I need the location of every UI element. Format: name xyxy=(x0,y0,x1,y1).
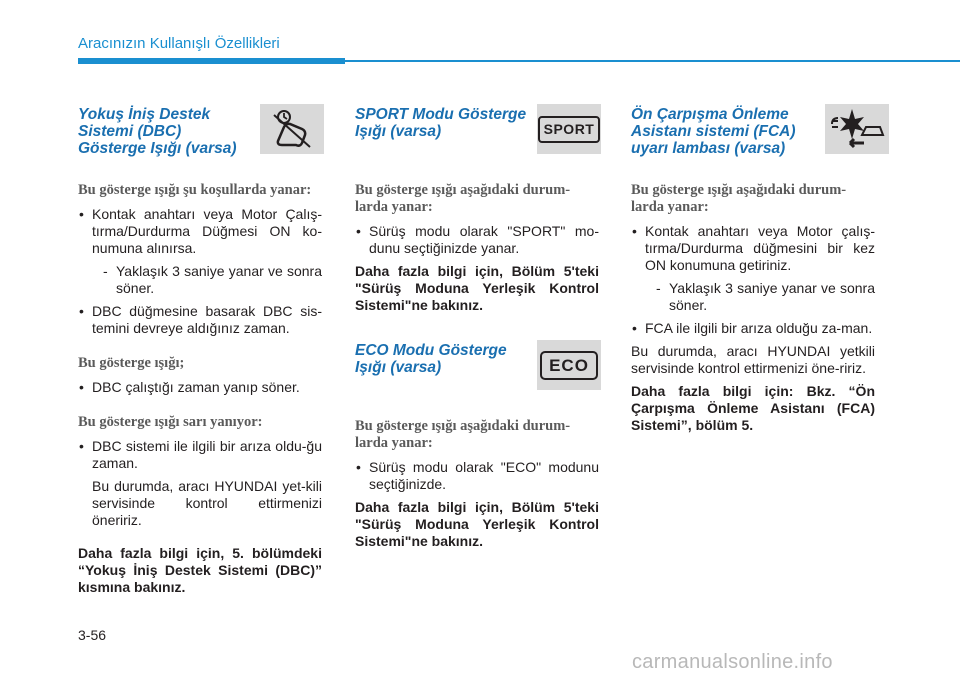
fca-title-line-2: Asistanı sistemi (FCA) xyxy=(631,123,796,140)
sport-icon-label: SPORT xyxy=(538,116,601,143)
header-rule-thick xyxy=(78,58,345,64)
watermark: carmanualsonline.info xyxy=(632,651,833,673)
dbc-subheading-3: Bu gösterge ışığı sarı yanıyor: xyxy=(78,414,263,430)
eco-section-header xyxy=(355,342,599,394)
sport-subheading: Bu gösterge ışığı aşağıdaki durum-larda yanar: xyxy=(355,182,571,215)
dbc-bullet-malfunction: • DBC sistemi ile ilgili bir arıza oldu-ğu zaman. xyxy=(78,438,322,472)
downhill-car-icon xyxy=(260,104,324,154)
eco-mode-icon xyxy=(537,340,601,390)
dbc-subheading-1: Bu gösterge ışığı şu koşullarda yanar: xyxy=(78,182,312,198)
eco-title-line-1: ECO Modu Gösterge xyxy=(355,342,507,359)
dbc-section-header xyxy=(78,106,322,158)
sport-more-info: Daha fazla bilgi için, Bölüm 5'teki "Sürüş Moduna Yerleşik Kontrol Sistemi"ne bakınız. xyxy=(355,263,599,313)
dbc-title-line-2: Sistemi (DBC) xyxy=(78,123,182,140)
dbc-dash-3-seconds: - Yaklaşık 3 saniye yanar ve sonra söner. xyxy=(103,263,322,297)
sport-title-line-2: Işığı (varsa) xyxy=(355,123,442,140)
eco-subheading: Bu gösterge ışığı aşağıdaki durum-larda yanar: xyxy=(355,418,571,451)
fca-service-paragraph: Bu durumda, aracı HYUNDAI yetkili servisinde kontrol ettirmenizi öne-ririz. xyxy=(631,343,875,376)
fca-section-header xyxy=(631,106,875,158)
sport-title-line-1: SPORT Modu Gösterge xyxy=(355,106,527,123)
fca-title-line-1: Ön Çarpışma Önleme xyxy=(631,106,789,123)
dbc-title-line-1: Yokuş İniş Destek xyxy=(78,106,211,123)
fca-subheading: Bu gösterge ışığı aşağıdaki durum-larda yanar: xyxy=(631,182,847,215)
dbc-title-line-3: Gösterge Işığı (varsa) xyxy=(78,140,237,157)
sport-title xyxy=(355,106,540,140)
sport-mode-icon xyxy=(537,104,601,154)
eco-more-info: Daha fazla bilgi için, Bölüm 5'teki "Sürüş Moduna Yerleşik Kontrol Sistemi"ne bakınız. xyxy=(355,499,599,549)
eco-title xyxy=(355,342,525,376)
header-rule xyxy=(78,58,960,64)
dbc-service-paragraph: Bu durumda, aracı HYUNDAI yet-kili servisinde kontrol ettirmenizi öneririz. xyxy=(92,478,322,528)
dbc-subheading-2: Bu gösterge ışığı; xyxy=(78,355,185,371)
fca-title xyxy=(631,106,811,157)
column-fca xyxy=(631,106,875,440)
eco-icon-label: ECO xyxy=(540,351,598,380)
eco-bullet-mode: • Sürüş modu olarak "ECO" modunu seçtiğinizde. xyxy=(355,459,599,493)
fca-dash-3-seconds: - Yaklaşık 3 saniye yanar ve sonra söner. xyxy=(656,280,875,314)
dbc-more-info: Daha fazla bilgi için, 5. bölümdeki “Yokuş İniş Destek Sistemi (DBC)” kısmına bakınız. xyxy=(78,545,322,595)
dbc-title xyxy=(78,106,248,157)
sport-bullet-mode: • Sürüş modu olarak "SPORT" mo-dunu seçtiğinizde yanar. xyxy=(355,223,599,257)
header-rule-thin xyxy=(345,60,960,62)
dbc-bullet-ignition: • Kontak anahtarı veya Motor Çalış-tırma/Durdurma Düğmesi ON ko-numuna alınırsa. xyxy=(78,206,322,257)
fca-bullet-ignition: • Kontak anahtarı veya Motor çalış-tırma/Durdurma düğmesini bir kez ON konumuna getiriniz. xyxy=(631,223,875,274)
fca-title-line-3: uyarı lambası (varsa) xyxy=(631,140,786,157)
dbc-bullet-button: • DBC düğmesine basarak DBC sis-temini devreye aldığınız zaman. xyxy=(78,303,322,337)
collision-warning-icon xyxy=(825,104,889,154)
fca-more-info: Daha fazla bilgi için: Bkz. “Ön Çarpışma Önleme Asistanı (FCA) Sistemi”, bölüm 5. xyxy=(631,383,875,433)
fca-bullet-malfunction: • FCA ile ilgili bir arıza olduğu za-man. xyxy=(631,320,875,337)
page-number: 3-56 xyxy=(78,627,107,643)
eco-title-line-2: Işığı (varsa) xyxy=(355,359,442,376)
column-sport-eco xyxy=(355,106,599,556)
column-dbc xyxy=(78,106,322,602)
sport-section-header xyxy=(355,106,599,158)
dbc-bullet-blinks: • DBC çalıştığı zaman yanıp söner. xyxy=(78,379,322,396)
header-title: Aracınızın Kullanışlı Özellikleri xyxy=(78,35,280,52)
